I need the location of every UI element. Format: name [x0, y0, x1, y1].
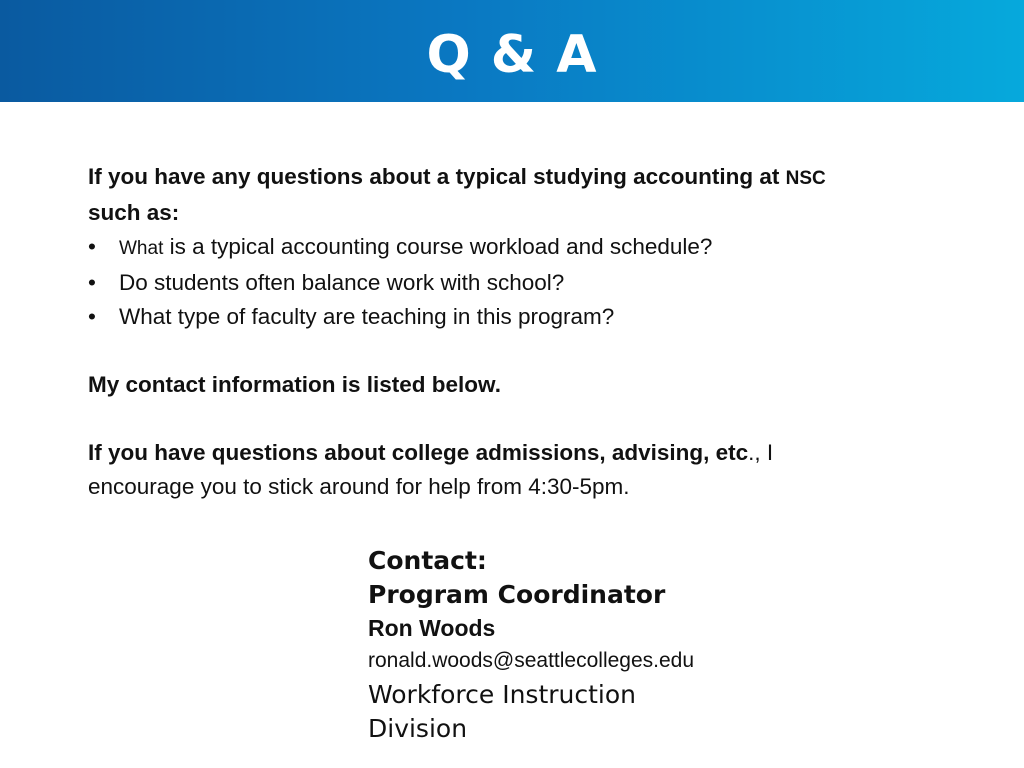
intro-such-as: such as: [88, 200, 180, 225]
intro-nsc: NSC [785, 168, 826, 189]
contact-role: Program Coordinator [368, 580, 666, 609]
slide-body [88, 160, 928, 504]
list-item [88, 300, 928, 334]
bullet-text: Do students often balance work with school? [119, 270, 565, 295]
title-banner [0, 0, 1024, 102]
spacer [88, 402, 928, 436]
intro-text: If you have any questions about a typical studying accounting at [88, 164, 786, 189]
bullet-text: What type of faculty are teaching in this program? [119, 304, 615, 329]
bullet-icon: • [88, 234, 96, 259]
intro-line [88, 160, 928, 196]
slide-title: Q & A [426, 25, 598, 85]
list-item [88, 230, 928, 266]
admissions-line-2: encourage you to stick around for help from 4:30-5pm. [88, 474, 630, 499]
contact-email: ronald.woods@seattlecolleges.edu [368, 649, 695, 672]
admissions-line [88, 436, 928, 470]
admissions-bold: If you have questions about college admissions, advising, etc [88, 440, 749, 465]
question-list [88, 230, 928, 334]
bullet-text: is a typical accounting course workload and schedule? [163, 234, 713, 259]
contact-department-line-1: Workforce Instruction [368, 680, 637, 709]
bullet-icon: • [88, 270, 96, 295]
bullet-icon: • [88, 304, 96, 329]
contact-block [368, 544, 968, 746]
spacer [88, 334, 928, 368]
contact-heading: Contact: [368, 546, 487, 575]
admissions-rest: ., I [748, 440, 774, 465]
bullet-prefix: What [119, 238, 164, 259]
contact-department-line-2: Division [368, 714, 468, 743]
list-item [88, 266, 928, 300]
contact-note: My contact information is listed below. [88, 372, 501, 397]
contact-name: Ron Woods [368, 615, 496, 641]
